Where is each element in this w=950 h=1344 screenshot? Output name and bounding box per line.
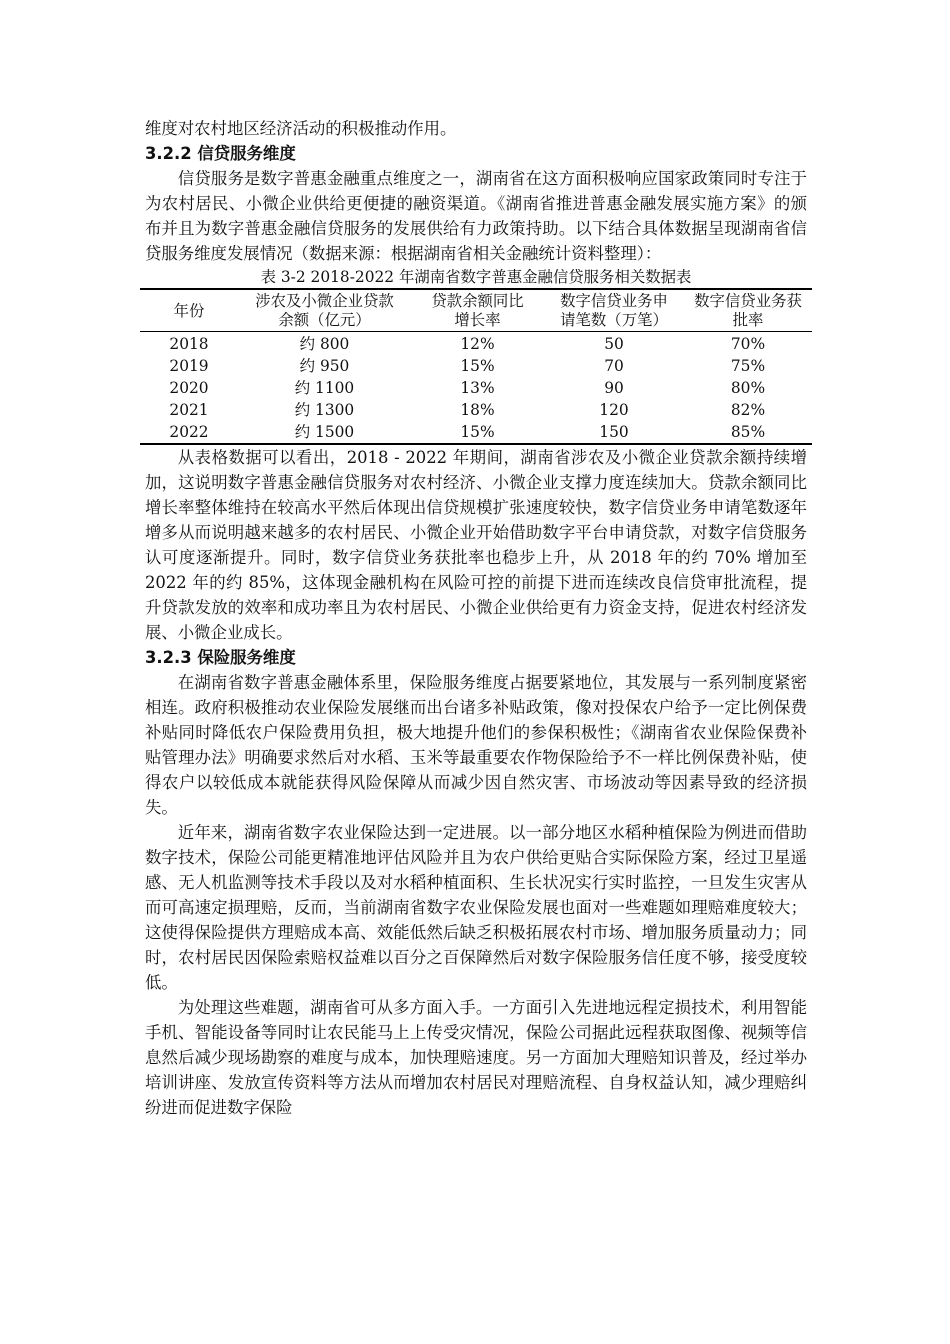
document-page: [145, 116, 807, 1120]
cell-year: 2022: [169, 423, 209, 441]
cell-loan-balance: 约 950: [299, 357, 350, 375]
cell-approval-rate: 70%: [730, 335, 766, 353]
cell-approval-rate: 85%: [730, 423, 766, 441]
section-heading-insurance: 3.2.3 保险服务维度: [145, 648, 296, 667]
table-row: [140, 377, 812, 399]
table-row: [140, 332, 812, 356]
cell-growth-rate: 18%: [460, 401, 495, 419]
cell-loan-balance: 约 1500: [294, 423, 355, 441]
table-header-row: [140, 289, 812, 332]
header-loan-balance: 涉农及小微企业贷款余额（亿元）: [238, 289, 411, 332]
paragraph-continuation: 维度对农村地区经济活动的积极推动作用。: [145, 119, 457, 138]
paragraph-credit-analysis: 从表格数据可以看出，2018 - 2022 年期间，湖南省涉农及小微企业贷款余额持续增加，这说明数字普惠金融信贷服务对农村经济、小微企业支撑力度连续加大。贷款余额同比增长率整体维持在较高水平然后体现出信贷规模扩张速度较快，数字信贷业务申请笔数逐年增多从而说明越来越多的农村居民、小微企业开始借助数字平台申请贷款，对数字信贷服务认可度逐渐提升。同时，数字信贷业务获批率也稳步上升，从 2018 年的约 70% 增加至 2022 年的约 85%，这体现金融机构在风险可控的前提下进而连续改良信贷审批流程，提升贷款发放的效率和成功率且为农村居民、小微企业供给更有力资金支持，促进农村经济发展、小微企业成长。: [145, 448, 807, 642]
header-application-count: 数字信贷业务申请笔数（万笔）: [544, 289, 684, 332]
cell-loan-balance: 约 800: [299, 335, 350, 353]
paragraph-credit-intro: 信贷服务是数字普惠金融重点维度之一，湖南省在这方面积极响应国家政策同时专注于为农村居民、小微企业供给更便捷的融资渠道。《湖南省推进普惠金融发展实施方案》的颁布并且为数字普惠金融信贷服务的发展供给有力政策持助。以下结合具体数据呈现湖南省信贷服务维度发展情况（数据来源：根据湖南省相关金融统计资料整理）：: [145, 169, 807, 263]
cell-loan-balance: 约 1300: [294, 401, 355, 419]
cell-growth-rate: 15%: [460, 357, 495, 375]
cell-application-count: 50: [604, 335, 624, 353]
cell-application-count: 120: [599, 401, 629, 419]
header-year: 年份: [140, 289, 238, 332]
cell-growth-rate: 13%: [460, 379, 495, 397]
table-row: [140, 355, 812, 377]
cell-loan-balance: 约 1100: [294, 379, 355, 397]
cell-growth-rate: 12%: [460, 335, 495, 353]
paragraph-insurance-policy: 在湖南省数字普惠金融体系里，保险服务维度占据要紧地位，其发展与一系列制度紧密相连。政府积极推动农业保险发展继而出台诸多补贴政策，像对投保农户给予一定比例保费补贴同时降低农户保险费用负担，极大地提升他们的参保积极性；《湖南省农业保险保费补贴管理办法》明确要求然后对水稻、玉米等最重要农作物保险给予不一样比例保费补贴，使得农户以较低成本就能获得风险保障从而减少因自然灾害、市场波动等因素导致的经济损失。: [145, 673, 807, 817]
section-heading-credit: 3.2.2 信贷服务维度: [145, 144, 296, 163]
cell-year: 2019: [169, 357, 209, 375]
cell-growth-rate: 15%: [460, 423, 495, 441]
header-approval-rate: 数字信贷业务获批率: [684, 289, 812, 332]
credit-data-table: [140, 288, 812, 445]
paragraph-insurance-solutions: 为处理这些难题，湖南省可从多方面入手。一方面引入先进地远程定损技术，利用智能手机、智能设备等同时让农民能马上上传受灾情况，保险公司据此远程获取图像、视频等信息然后减少现场勘察的难度与成本，加快理赔速度。另一方面加大理赔知识普及，经过举办培训讲座、发放宣传资料等方法从而增加农村居民对理赔流程、自身权益认知，减少理赔纠纷进而促进数字保险: [145, 998, 807, 1117]
paragraph-insurance-progress: 近年来，湖南省数字农业保险达到一定进展。以一部分地区水稻种植保险为例进而借助数字技术，保险公司能更精准地评估风险并且为农户供给更贴合实际保险方案，经过卫星遥感、无人机监测等技术手段以及对水稻种植面积、生长状况实行实时监控，一旦发生灾害从而可高速定损理赔，反而，当前湖南省数字农业保险发展也面对一些难题如理赔难度较大；这使得保险提供方理赔成本高、效能低然后缺乏积极拓展农村市场、增加服务质量动力；同时，农村居民因保险索赔权益难以百分之百保障然后对数字保险服务信任度不够，接受度较低。: [145, 823, 807, 992]
cell-application-count: 70: [604, 357, 624, 375]
cell-approval-rate: 75%: [730, 357, 766, 375]
cell-application-count: 150: [599, 423, 629, 441]
table-row: [140, 421, 812, 444]
cell-year: 2018: [169, 335, 209, 353]
header-growth-rate: 贷款余额同比增长率: [411, 289, 544, 332]
cell-approval-rate: 82%: [730, 401, 766, 419]
cell-approval-rate: 80%: [730, 379, 766, 397]
cell-year: 2021: [169, 401, 209, 419]
table-caption: 表 3-2 2018-2022 年湖南省数字普惠金融信贷服务相关数据表: [260, 268, 692, 286]
table-row: [140, 399, 812, 421]
cell-application-count: 90: [604, 379, 624, 397]
cell-year: 2020: [169, 379, 209, 397]
